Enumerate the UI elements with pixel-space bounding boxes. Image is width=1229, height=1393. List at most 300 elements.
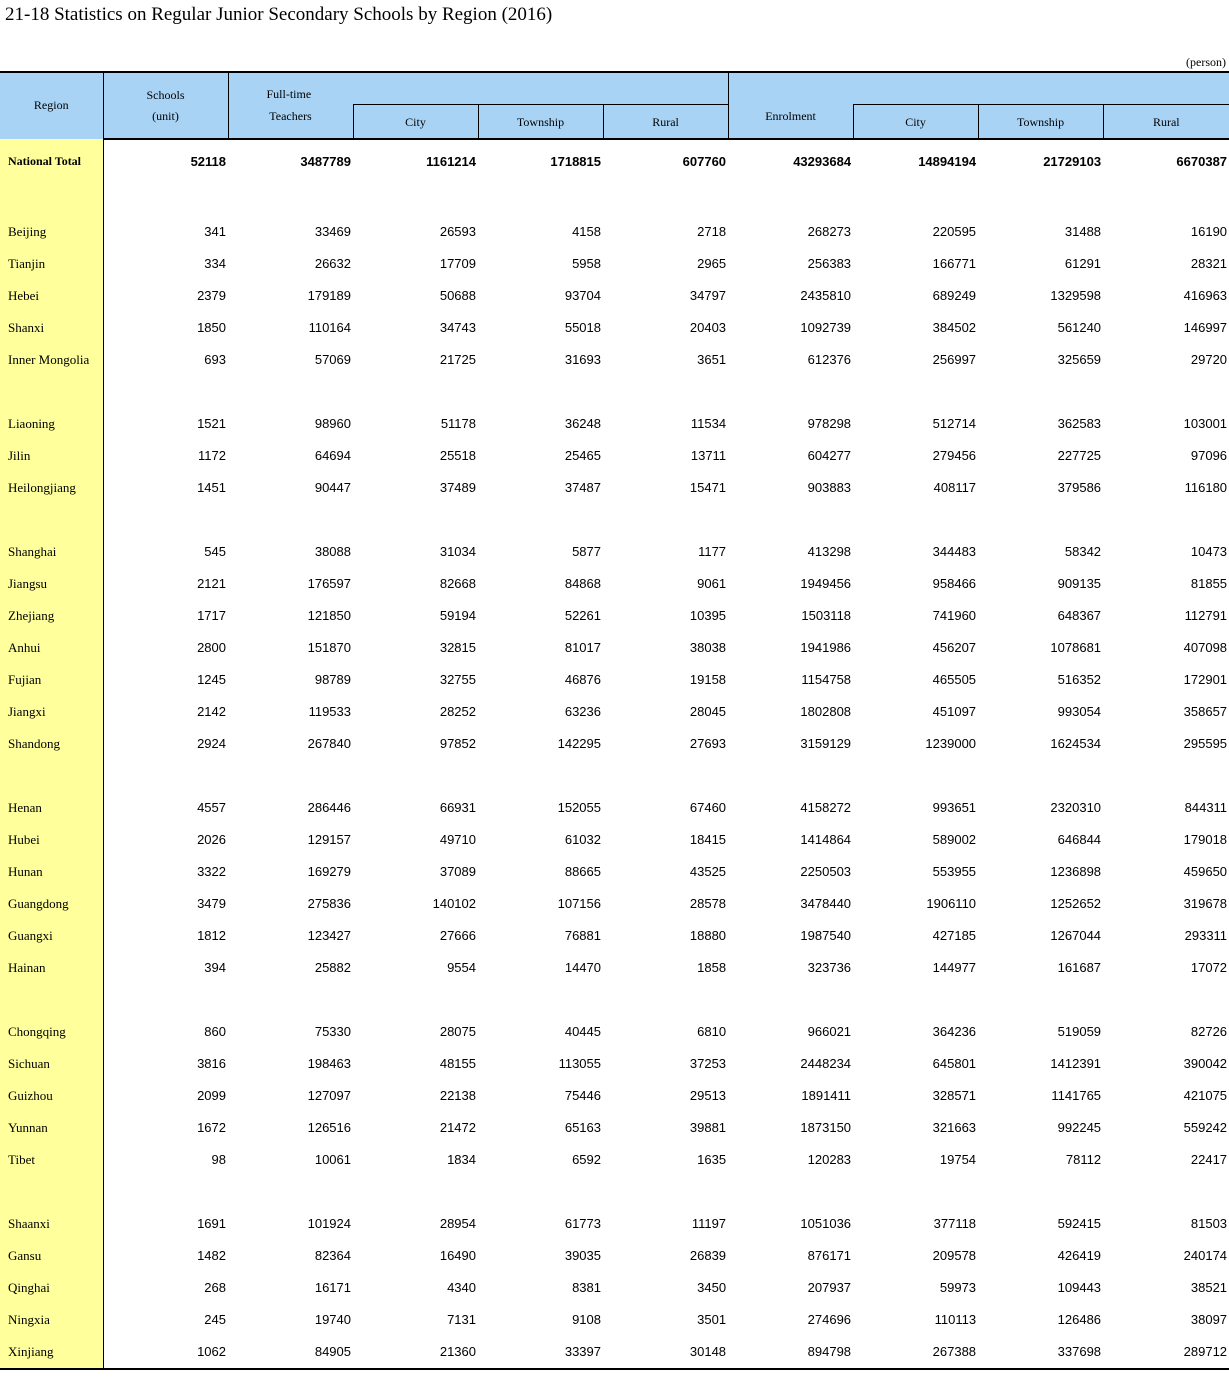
table-cell: 1873150 bbox=[800, 1120, 852, 1135]
table-cell: 14470 bbox=[564, 960, 601, 975]
header-fulltime: Full-time bbox=[228, 72, 728, 105]
table-cell: 152055 bbox=[557, 800, 601, 815]
table-cell: 63236 bbox=[564, 704, 601, 719]
table-cell: 58342 bbox=[1064, 544, 1102, 559]
table-cell: 121850 bbox=[307, 608, 351, 623]
table-cell: 127097 bbox=[307, 1088, 351, 1103]
table-cell: 267840 bbox=[307, 736, 351, 751]
table-cell: 1451 bbox=[197, 480, 226, 495]
table-cell: 2379 bbox=[197, 288, 226, 303]
table-row bbox=[0, 408, 1229, 440]
table-cell: 43293684 bbox=[793, 154, 852, 169]
table-cell: 2965 bbox=[697, 256, 727, 271]
table-cell: 1078681 bbox=[1050, 640, 1102, 655]
page-title: 21-18 Statistics on Regular Junior Secondary Schools by Region (2016) bbox=[5, 4, 553, 25]
table-row bbox=[0, 1304, 1229, 1336]
table-cell: 3450 bbox=[697, 1280, 727, 1295]
table-cell: 512714 bbox=[932, 416, 977, 431]
table-cell: 33469 bbox=[314, 224, 351, 239]
region-name: Tibet bbox=[0, 1144, 103, 1176]
table-cell: 49710 bbox=[439, 832, 476, 847]
table-cell: 4557 bbox=[197, 800, 226, 815]
table-cell: 1267044 bbox=[1050, 928, 1102, 943]
region-name: Hunan bbox=[0, 856, 103, 888]
table-cell: 607760 bbox=[682, 154, 727, 169]
national-total-row bbox=[0, 139, 1229, 184]
table-body bbox=[0, 139, 1229, 1369]
region-spacer bbox=[0, 376, 103, 408]
table-cell: 3159129 bbox=[800, 736, 852, 751]
table-cell: 31693 bbox=[564, 352, 601, 367]
table-cell: 34743 bbox=[439, 320, 476, 335]
table-cell: 909135 bbox=[1057, 576, 1102, 591]
spacer-cell bbox=[103, 376, 1229, 408]
table-cell: 109443 bbox=[1057, 1280, 1102, 1295]
table-cell: 519059 bbox=[1057, 1024, 1102, 1039]
table-cell: 1414864 bbox=[800, 832, 852, 847]
table-cell: 1161214 bbox=[426, 154, 476, 169]
table-cell: 19158 bbox=[689, 672, 727, 687]
table-cell: 103001 bbox=[1183, 416, 1228, 431]
table-cell: 2320310 bbox=[1050, 800, 1102, 815]
region-name: Guangdong bbox=[0, 888, 103, 920]
table-row bbox=[0, 600, 1229, 632]
table-cell: 198463 bbox=[307, 1056, 351, 1071]
table-cell: 275836 bbox=[307, 896, 351, 911]
table-cell: 341 bbox=[204, 224, 226, 239]
table-cell: 33397 bbox=[478, 1336, 603, 1369]
table-cell: 9061 bbox=[697, 576, 727, 591]
table-cell: 344483 bbox=[932, 544, 977, 559]
table-row bbox=[0, 312, 1229, 344]
table-cell: 1329598 bbox=[1050, 288, 1102, 303]
table-cell: 126486 bbox=[1057, 1312, 1102, 1327]
table-cell: 4158 bbox=[572, 224, 601, 239]
table-cell: 119533 bbox=[308, 704, 351, 719]
table-cell: 323736 bbox=[807, 960, 852, 975]
region-name: Heilongjiang bbox=[0, 472, 103, 504]
table-cell: 46876 bbox=[564, 672, 601, 687]
table-row bbox=[0, 920, 1229, 952]
table-cell: 20403 bbox=[689, 320, 727, 335]
group-spacer bbox=[0, 504, 1229, 536]
table-cell: 123427 bbox=[307, 928, 351, 943]
table-cell: 3487789 bbox=[300, 154, 351, 169]
table-cell: 966021 bbox=[807, 1024, 852, 1039]
table-cell: 1802808 bbox=[800, 704, 852, 719]
table-cell: 2026 bbox=[197, 832, 226, 847]
table-cell: 59194 bbox=[439, 608, 476, 623]
header-enrolment-township: Township bbox=[978, 105, 1103, 139]
table-cell: 646844 bbox=[1057, 832, 1102, 847]
table-row bbox=[0, 1112, 1229, 1144]
table-cell: 2435810 bbox=[800, 288, 852, 303]
table-cell: 207937 bbox=[807, 1280, 852, 1295]
table-cell: 689249 bbox=[932, 288, 977, 303]
table-cell: 978298 bbox=[807, 416, 852, 431]
table-cell: 1521 bbox=[197, 416, 226, 431]
table-cell: 59973 bbox=[939, 1280, 977, 1295]
table-cell: 144977 bbox=[932, 960, 977, 975]
table-cell: 903883 bbox=[807, 480, 852, 495]
table-cell: 459650 bbox=[1183, 864, 1228, 879]
table-cell: 553955 bbox=[932, 864, 977, 879]
table-cell: 18880 bbox=[689, 928, 727, 943]
table-cell: 1858 bbox=[697, 960, 727, 975]
table-row bbox=[0, 1272, 1229, 1304]
table-cell: 390042 bbox=[1183, 1056, 1228, 1071]
table-cell: 129157 bbox=[307, 832, 351, 847]
table-cell: 245 bbox=[204, 1312, 226, 1327]
region-name: Inner Mongolia bbox=[0, 344, 103, 376]
table-cell: 1412391 bbox=[1050, 1056, 1102, 1071]
table-cell: 3501 bbox=[697, 1312, 727, 1327]
table-cell: 16171 bbox=[314, 1280, 351, 1295]
table-cell: 741960 bbox=[932, 608, 977, 623]
table-cell: 98 bbox=[211, 1152, 226, 1167]
table-cell: 14894194 bbox=[918, 154, 977, 169]
table-cell: 268273 bbox=[807, 224, 852, 239]
table-cell: 28252 bbox=[439, 704, 476, 719]
table-cell: 256383 bbox=[807, 256, 852, 271]
table-cell: 545 bbox=[204, 544, 226, 559]
table-cell: 28321 bbox=[1190, 256, 1228, 271]
table-row bbox=[0, 824, 1229, 856]
table-row bbox=[0, 536, 1229, 568]
table-cell: 28075 bbox=[439, 1024, 476, 1039]
table-row bbox=[0, 952, 1229, 984]
table-cell: 3322 bbox=[197, 864, 226, 879]
table-cell: 2142 bbox=[197, 704, 226, 719]
table-cell: 13711 bbox=[690, 448, 727, 463]
table-cell: 19754 bbox=[939, 1152, 977, 1167]
table-cell: 337698 bbox=[978, 1336, 1103, 1369]
table-cell: 377118 bbox=[933, 1216, 977, 1231]
table-cell: 64694 bbox=[314, 448, 351, 463]
table-row bbox=[0, 344, 1229, 376]
table-cell: 876171 bbox=[807, 1248, 852, 1263]
table-cell: 84905 bbox=[228, 1336, 353, 1369]
table-cell: 1062 bbox=[103, 1336, 228, 1369]
table-cell: 93704 bbox=[564, 288, 601, 303]
table-cell: 693 bbox=[204, 352, 226, 367]
table-cell: 860 bbox=[204, 1024, 226, 1039]
table-cell: 10395 bbox=[689, 608, 727, 623]
table-cell: 325659 bbox=[1057, 352, 1102, 367]
table-cell: 61773 bbox=[564, 1216, 601, 1231]
table-row bbox=[0, 1080, 1229, 1112]
table-cell: 21729103 bbox=[1043, 154, 1102, 169]
table-cell: 17709 bbox=[439, 256, 476, 271]
table-cell: 1624534 bbox=[1050, 736, 1102, 751]
table-cell: 61291 bbox=[1064, 256, 1102, 271]
table-row bbox=[0, 664, 1229, 696]
region-name: Guizhou bbox=[0, 1080, 103, 1112]
table-cell: 1941986 bbox=[800, 640, 852, 655]
region-name: Zhejiang bbox=[0, 600, 103, 632]
table-cell: 1635 bbox=[697, 1152, 727, 1167]
table-cell: 88665 bbox=[564, 864, 601, 879]
table-cell: 220595 bbox=[932, 224, 977, 239]
table-cell: 17072 bbox=[1190, 960, 1228, 975]
table-cell: 38097 bbox=[1190, 1312, 1228, 1327]
spacer-cell bbox=[103, 984, 1229, 1016]
table-cell: 110164 bbox=[308, 320, 351, 335]
region-name: Ningxia bbox=[0, 1304, 103, 1336]
table-cell: 1503118 bbox=[801, 608, 852, 623]
header-teachers-rural: Rural bbox=[603, 105, 728, 139]
table-cell: 113055 bbox=[558, 1056, 601, 1071]
table-cell: 279456 bbox=[932, 448, 977, 463]
spacer-cell bbox=[103, 1176, 1229, 1208]
table-row bbox=[0, 440, 1229, 472]
table-cell: 52261 bbox=[564, 608, 601, 623]
table-cell: 67460 bbox=[689, 800, 727, 815]
table-cell: 1691 bbox=[197, 1216, 226, 1231]
table-cell: 1949456 bbox=[800, 576, 852, 591]
table-row bbox=[0, 280, 1229, 312]
table-row bbox=[0, 1144, 1229, 1176]
header-teachers: Teachers bbox=[228, 105, 353, 139]
table-cell: 379586 bbox=[1057, 480, 1102, 495]
table-cell: 27693 bbox=[689, 736, 727, 751]
table-cell: 90447 bbox=[314, 480, 351, 495]
table-cell: 421075 bbox=[1183, 1088, 1228, 1103]
header-row-1 bbox=[0, 72, 1229, 105]
table-cell: 38088 bbox=[314, 544, 351, 559]
table-cell: 2924 bbox=[197, 736, 226, 751]
table-cell: 82726 bbox=[1190, 1024, 1228, 1039]
table-cell: 384502 bbox=[932, 320, 977, 335]
table-cell: 5877 bbox=[572, 544, 601, 559]
table-row bbox=[0, 728, 1229, 760]
table-cell: 116180 bbox=[1184, 480, 1228, 495]
table-row bbox=[0, 1336, 1229, 1369]
table-cell: 321663 bbox=[932, 1120, 977, 1135]
table-cell: 179189 bbox=[307, 288, 351, 303]
header-enrolment-group bbox=[728, 72, 1229, 105]
table-cell: 1252652 bbox=[1050, 896, 1102, 911]
table-cell: 38038 bbox=[689, 640, 727, 655]
table-cell: 6810 bbox=[697, 1024, 727, 1039]
table-cell: 413298 bbox=[807, 544, 852, 559]
table-cell: 48155 bbox=[439, 1056, 476, 1071]
table-cell: 1092739 bbox=[800, 320, 852, 335]
table-cell: 2800 bbox=[197, 640, 226, 655]
table-cell: 81503 bbox=[1190, 1216, 1228, 1231]
region-name: Anhui bbox=[0, 632, 103, 664]
region-name: Sichuan bbox=[0, 1048, 103, 1080]
header-enrolment: Enrolment bbox=[728, 105, 853, 139]
table-cell: 648367 bbox=[1057, 608, 1102, 623]
region-spacer bbox=[0, 1176, 103, 1208]
table-cell: 1177 bbox=[698, 544, 727, 559]
table-cell: 358657 bbox=[1183, 704, 1228, 719]
region-name: Jilin bbox=[0, 440, 103, 472]
header-region: Region bbox=[0, 72, 103, 139]
table-cell: 16490 bbox=[439, 1248, 476, 1263]
table-cell: 15471 bbox=[689, 480, 727, 495]
table-cell: 97852 bbox=[439, 736, 476, 751]
region-name: Shandong bbox=[0, 728, 103, 760]
table-cell: 75446 bbox=[564, 1088, 601, 1103]
table-cell: 98960 bbox=[314, 416, 351, 431]
table-cell: 1717 bbox=[197, 608, 226, 623]
table-cell: 101924 bbox=[307, 1216, 351, 1231]
table-cell: 427185 bbox=[932, 928, 977, 943]
table-cell: 328571 bbox=[932, 1088, 977, 1103]
table-cell: 3651 bbox=[697, 352, 727, 367]
region-name: Qinghai bbox=[0, 1272, 103, 1304]
header-teachers-township: Township bbox=[478, 105, 603, 139]
table-cell: 81855 bbox=[1190, 576, 1228, 591]
table-cell: 6592 bbox=[572, 1152, 601, 1167]
table-cell: 3816 bbox=[197, 1056, 226, 1071]
table-cell: 26593 bbox=[439, 224, 476, 239]
region-name: Jiangsu bbox=[0, 568, 103, 600]
spacer-cell bbox=[103, 760, 1229, 792]
table-cell: 27666 bbox=[439, 928, 476, 943]
table-cell: 65163 bbox=[564, 1120, 601, 1135]
table-cell: 844311 bbox=[1184, 800, 1228, 815]
table-cell: 25518 bbox=[439, 448, 476, 463]
table-cell: 61032 bbox=[564, 832, 601, 847]
table-cell: 78112 bbox=[1065, 1152, 1102, 1167]
region-name: Beijing bbox=[0, 216, 103, 248]
table-cell: 559242 bbox=[1183, 1120, 1228, 1135]
table-cell: 31488 bbox=[1064, 224, 1102, 239]
table-cell: 1906110 bbox=[926, 896, 977, 911]
table-cell: 286446 bbox=[307, 800, 351, 815]
table-cell: 8381 bbox=[572, 1280, 601, 1295]
table-cell: 172901 bbox=[1183, 672, 1228, 687]
table-cell: 1245 bbox=[197, 672, 226, 687]
table-cell: 894798 bbox=[728, 1336, 853, 1369]
table-cell: 19740 bbox=[314, 1312, 351, 1327]
table-cell: 5958 bbox=[572, 256, 601, 271]
table-cell: 34797 bbox=[689, 288, 727, 303]
table-cell: 29720 bbox=[1190, 352, 1228, 367]
table-cell: 1718815 bbox=[550, 154, 601, 169]
table-cell: 37253 bbox=[689, 1056, 727, 1071]
table-cell: 25465 bbox=[564, 448, 601, 463]
table-cell: 293311 bbox=[1184, 928, 1228, 943]
region-name: Liaoning bbox=[0, 408, 103, 440]
table-cell: 1236898 bbox=[1050, 864, 1102, 879]
table-cell: 1141765 bbox=[1051, 1088, 1102, 1103]
table-row bbox=[0, 248, 1229, 280]
table-cell: 16190 bbox=[1190, 224, 1228, 239]
table-row bbox=[0, 1208, 1229, 1240]
table-cell: 2099 bbox=[197, 1088, 226, 1103]
header-schools-unit: (unit) bbox=[103, 105, 228, 139]
table-row bbox=[0, 216, 1229, 248]
table-cell: 51178 bbox=[440, 416, 476, 431]
table-cell: 142295 bbox=[557, 736, 601, 751]
table-cell: 256997 bbox=[932, 352, 977, 367]
region-name: Gansu bbox=[0, 1240, 103, 1272]
table-cell: 295595 bbox=[1183, 736, 1228, 751]
table-cell: 21725 bbox=[439, 352, 476, 367]
table-cell: 10061 bbox=[314, 1152, 351, 1167]
region-name: Jiangxi bbox=[0, 696, 103, 728]
table-cell: 120283 bbox=[807, 1152, 852, 1167]
table-cell: 1987540 bbox=[800, 928, 852, 943]
region-spacer bbox=[0, 184, 103, 216]
region-name: National Total bbox=[0, 139, 103, 184]
table-cell: 9108 bbox=[572, 1312, 601, 1327]
table-cell: 1850 bbox=[197, 320, 226, 335]
table-row bbox=[0, 1240, 1229, 1272]
table-cell: 1172 bbox=[198, 448, 226, 463]
table-cell: 112791 bbox=[1184, 608, 1228, 623]
table-cell: 81017 bbox=[564, 640, 601, 655]
region-name: Hebei bbox=[0, 280, 103, 312]
table-cell: 6670387 bbox=[1176, 154, 1228, 169]
region-name: Hubei bbox=[0, 824, 103, 856]
table-cell: 161687 bbox=[1057, 960, 1102, 975]
table-cell: 1154758 bbox=[801, 672, 852, 687]
table-cell: 1891411 bbox=[801, 1088, 852, 1103]
region-spacer bbox=[0, 984, 103, 1016]
region-name: Shanghai bbox=[0, 536, 103, 568]
spacer-cell bbox=[103, 184, 1229, 216]
table-cell: 334 bbox=[204, 256, 226, 271]
table-row bbox=[0, 1016, 1229, 1048]
statistics-table bbox=[0, 71, 1229, 1370]
header-enrolment-city: City bbox=[853, 105, 978, 139]
table-cell: 126516 bbox=[307, 1120, 351, 1135]
table-cell: 289712 bbox=[1103, 1336, 1229, 1369]
table-cell: 1051036 bbox=[800, 1216, 852, 1231]
table-cell: 561240 bbox=[1057, 320, 1102, 335]
table-cell: 2718 bbox=[697, 224, 727, 239]
table-cell: 1482 bbox=[197, 1248, 226, 1263]
region-name: Yunnan bbox=[0, 1112, 103, 1144]
table-cell: 604277 bbox=[807, 448, 852, 463]
table-cell: 2121 bbox=[197, 576, 226, 591]
region-name: Chongqing bbox=[0, 1016, 103, 1048]
table-cell: 97096 bbox=[1190, 448, 1228, 463]
table-cell: 84868 bbox=[564, 576, 601, 591]
group-spacer bbox=[0, 1176, 1229, 1208]
table-cell: 408117 bbox=[933, 480, 977, 495]
table-cell: 110113 bbox=[934, 1312, 977, 1327]
region-name: Xinjiang bbox=[0, 1336, 103, 1369]
table-cell: 26839 bbox=[689, 1248, 727, 1263]
table-cell: 516352 bbox=[1057, 672, 1102, 687]
table-cell: 4158272 bbox=[800, 800, 852, 815]
group-spacer bbox=[0, 376, 1229, 408]
table-cell: 37089 bbox=[439, 864, 476, 879]
table-cell: 82668 bbox=[439, 576, 476, 591]
table-cell: 426419 bbox=[1057, 1248, 1102, 1263]
table-cell: 589002 bbox=[932, 832, 977, 847]
table-cell: 66931 bbox=[439, 800, 476, 815]
table-row bbox=[0, 472, 1229, 504]
table-cell: 28954 bbox=[439, 1216, 476, 1231]
table-cell: 3478440 bbox=[800, 896, 852, 911]
table-cell: 11197 bbox=[691, 1216, 727, 1231]
region-name: Hainan bbox=[0, 952, 103, 984]
table-cell: 22417 bbox=[1190, 1152, 1228, 1167]
table-cell: 612376 bbox=[807, 352, 852, 367]
table-cell: 38521 bbox=[1190, 1280, 1228, 1295]
spacer-cell bbox=[103, 504, 1229, 536]
table-cell: 30148 bbox=[603, 1336, 728, 1369]
table-cell: 75330 bbox=[314, 1024, 351, 1039]
table-cell: 2448234 bbox=[800, 1056, 852, 1071]
